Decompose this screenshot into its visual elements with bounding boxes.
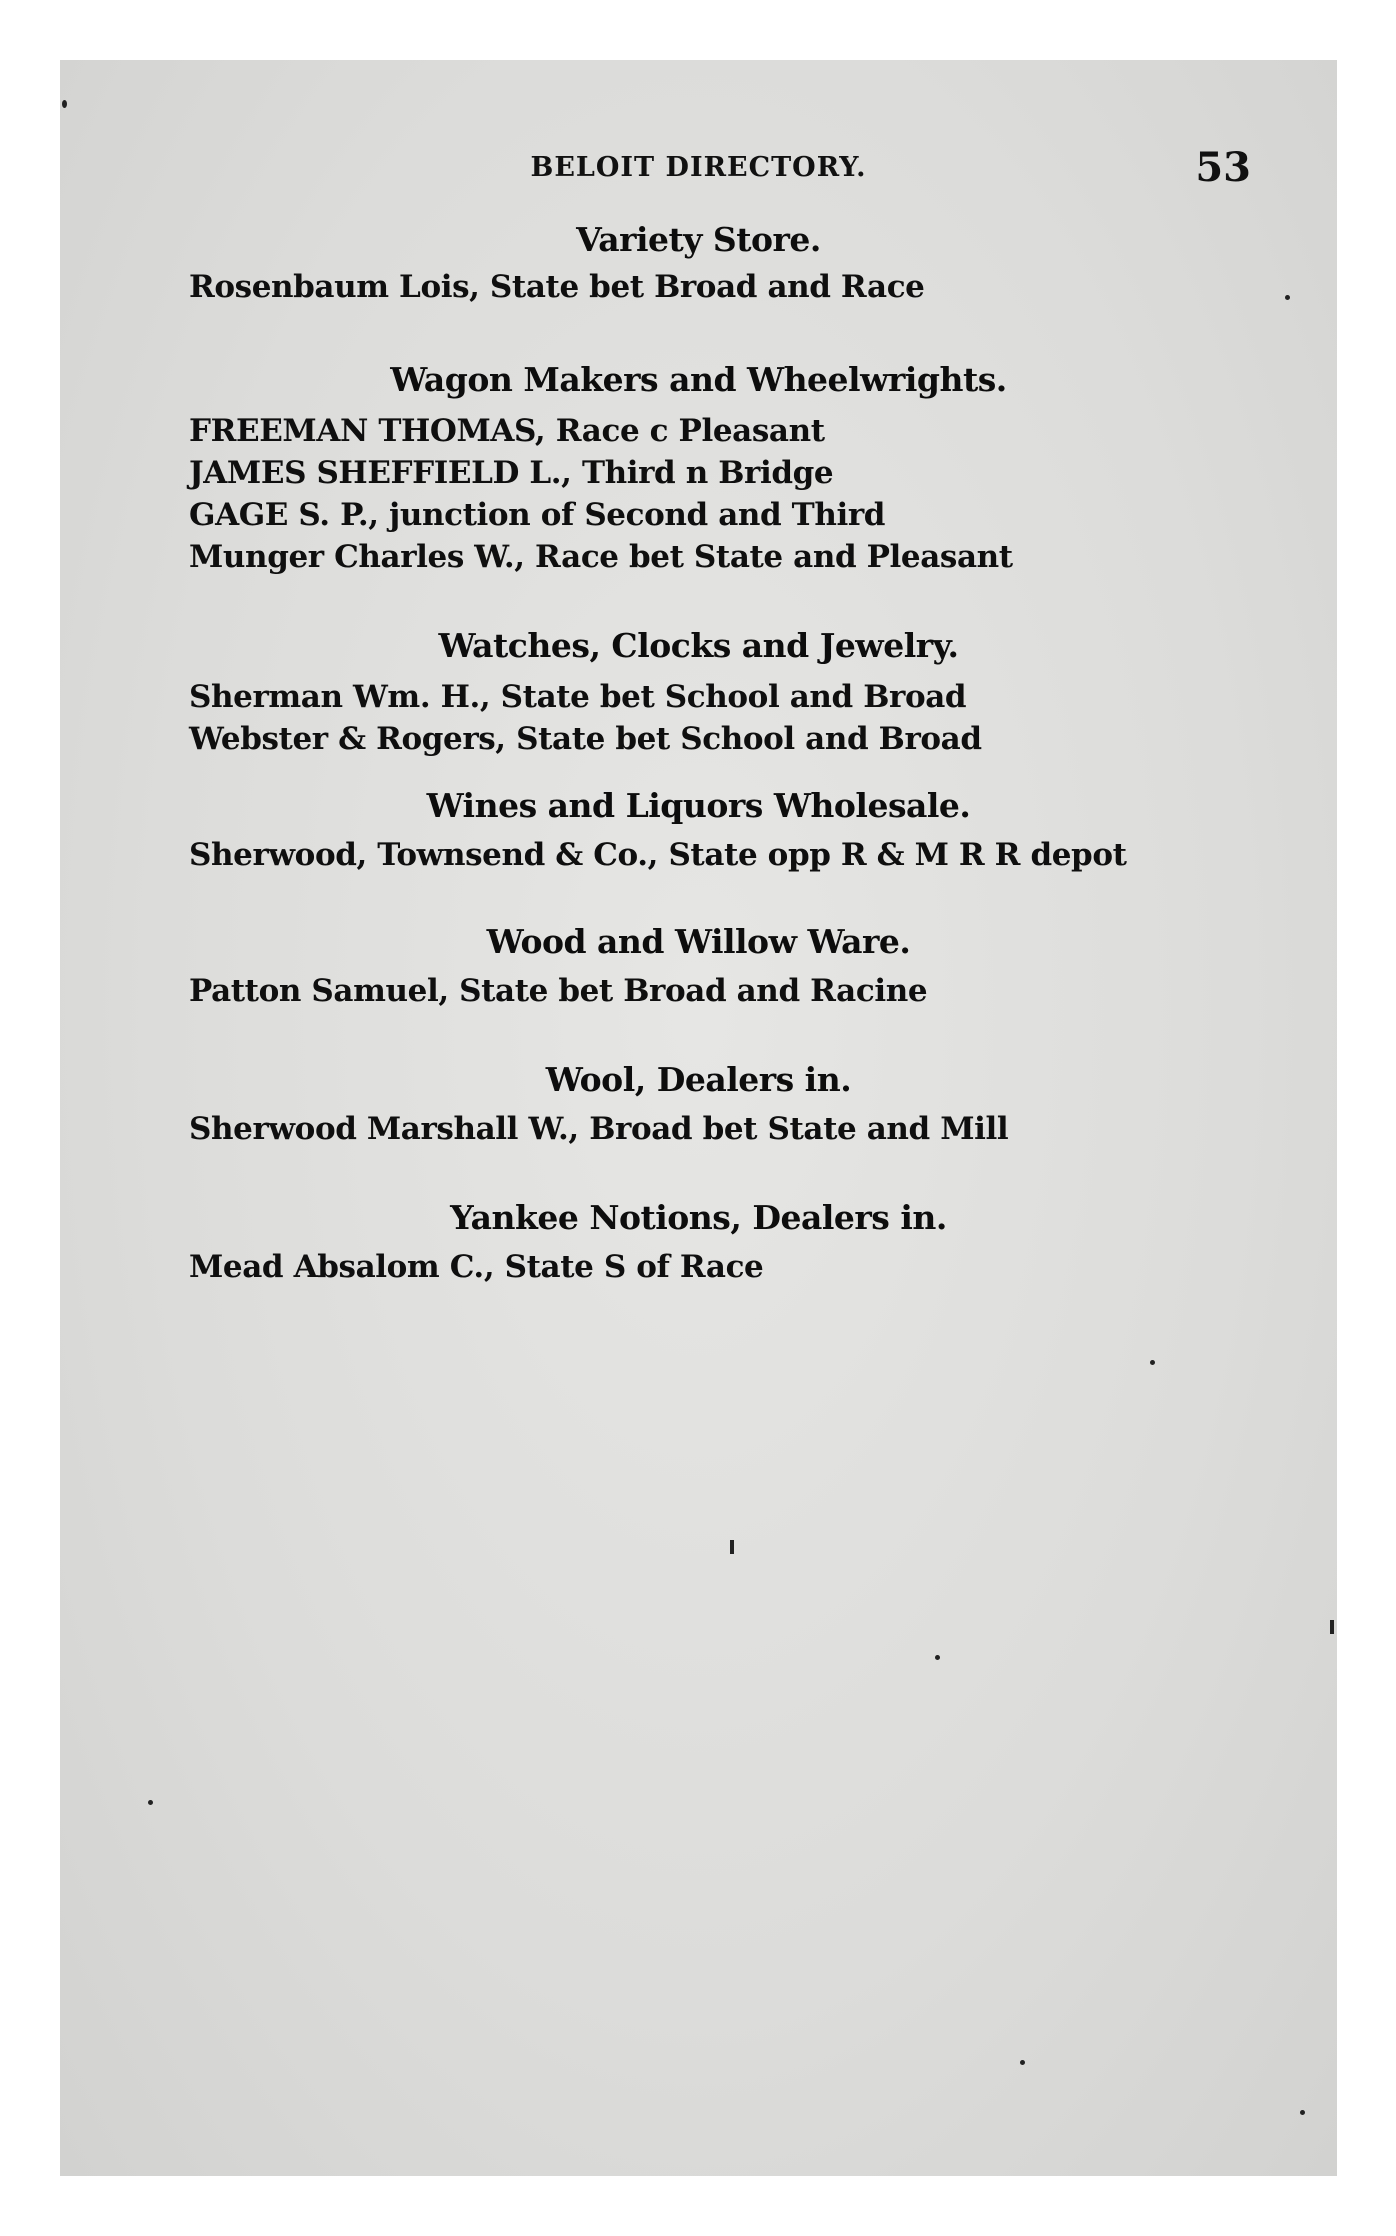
scan-mark [1330, 1620, 1334, 1634]
scan-speck [62, 100, 67, 108]
directory-entry: Rosenbaum Lois, State bet Broad and Race [189, 269, 925, 305]
directory-entry: Sherwood, Townsend & Co., State opp R & M R R depot [189, 837, 1127, 873]
section-heading: Wagon Makers and Wheelwrights. [390, 360, 1007, 399]
page-header [60, 144, 1337, 192]
section-heading: Wood and Willow Ware. [486, 922, 911, 961]
directory-entry: Sherman Wm. H., State bet School and Broad [189, 679, 967, 715]
entry-list [60, 970, 1337, 1012]
directory-page [60, 60, 1337, 2176]
section-watches-clocks-jewelry [60, 626, 1337, 760]
entry-list [60, 1246, 1337, 1288]
entry-list [60, 410, 1337, 578]
scan-speck [1020, 2060, 1025, 2065]
section-wood-willow-ware [60, 922, 1337, 1012]
entry-list [60, 676, 1337, 760]
directory-entry: JAMES SHEFFIELD L., Third n Bridge [189, 455, 834, 491]
page-number: 53 [1195, 144, 1251, 191]
section-variety-store [60, 220, 1337, 308]
entry-list [60, 266, 1337, 308]
directory-entry: GAGE S. P., junction of Second and Third [189, 497, 886, 533]
directory-entry: FREEMAN THOMAS, Race c Pleasant [189, 413, 825, 449]
directory-entry: Sherwood Marshall W., Broad bet State and Mill [189, 1111, 1009, 1147]
scan-speck [148, 1800, 153, 1805]
section-wool-dealers [60, 1060, 1337, 1150]
directory-entry: Webster & Rogers, State bet School and Broad [189, 721, 982, 757]
section-heading: Watches, Clocks and Jewelry. [438, 626, 959, 665]
section-heading: Wool, Dealers in. [545, 1060, 852, 1099]
scan-speck [1285, 295, 1290, 300]
entry-list [60, 834, 1337, 876]
directory-entry: Munger Charles W., Race bet State and Pleasant [189, 539, 1013, 575]
running-head: BELOIT DIRECTORY. [530, 152, 867, 183]
scan-speck [1300, 2110, 1305, 2115]
section-heading: Variety Store. [576, 220, 821, 259]
scan-speck [935, 1655, 940, 1660]
section-yankee-notions [60, 1198, 1337, 1288]
section-wagon-makers [60, 360, 1337, 578]
section-wines-liquors [60, 786, 1337, 876]
section-heading: Yankee Notions, Dealers in. [450, 1198, 947, 1237]
section-heading: Wines and Liquors Wholesale. [426, 786, 971, 825]
entry-list [60, 1108, 1337, 1150]
directory-entry: Mead Absalom C., State S of Race [189, 1249, 764, 1285]
directory-entry: Patton Samuel, State bet Broad and Racine [189, 973, 928, 1009]
scan-mark [730, 1540, 734, 1554]
scan-speck [1150, 1360, 1155, 1365]
